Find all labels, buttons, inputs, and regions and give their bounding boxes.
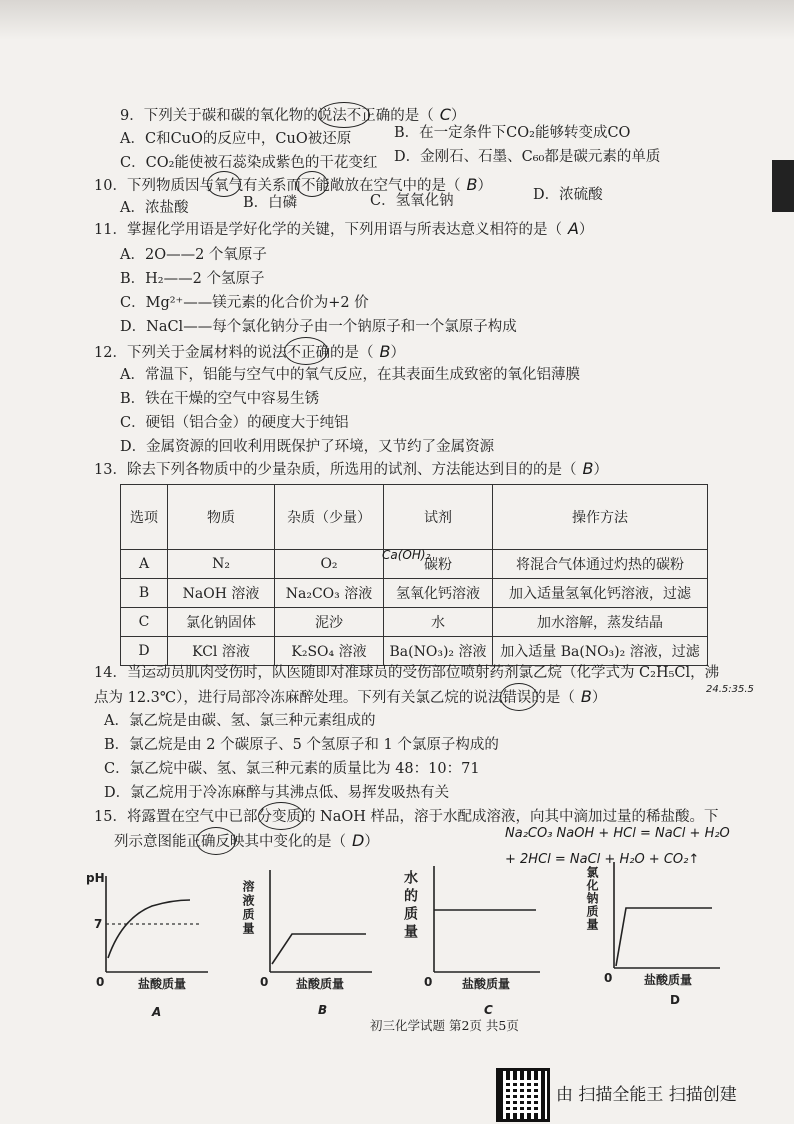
q14-option-a: A．氯乙烷是由碳、氢、氯三种元素组成的 xyxy=(104,713,376,729)
q15-handwritten-equation-1: Na₂CO₃ NaOH + HCl = NaCl + H₂O xyxy=(505,826,730,841)
q9-option-a: A．C和CuO的反应中，CuO被还原 xyxy=(120,131,352,147)
table-cell: 水 xyxy=(384,608,493,637)
q14-margin-note: 24.5:35.5 xyxy=(706,684,754,695)
table-row xyxy=(121,608,708,637)
q14-option-c: C．氯乙烷中碳、氢、氯三种元素的质量比为 48：10：71 xyxy=(104,761,480,777)
table-row xyxy=(121,579,708,608)
graph-a-ref-label: 7 xyxy=(94,917,103,931)
graph-a-xlabel: 盐酸质量 xyxy=(138,977,187,991)
q9-circle-mark xyxy=(318,102,370,128)
q10-circle-mark xyxy=(207,171,241,197)
q13-table xyxy=(120,484,708,666)
graph-b-tag: B xyxy=(318,1003,328,1017)
q12-answer: B xyxy=(379,342,391,361)
graph-a-curve xyxy=(108,900,190,958)
q11-option-b: B．H₂——2 个氢原子 xyxy=(120,271,265,287)
q11-option-a: A．2O——2 个氧原子 xyxy=(120,247,267,263)
graph-c-ylabel: 水的质量 xyxy=(402,870,418,942)
table-cell: K₂SO₄ 溶液 xyxy=(275,637,384,666)
q15-circle-mark xyxy=(258,802,304,830)
graph-b-origin: 0 xyxy=(260,975,269,989)
graph-d-xlabel: 盐酸质量 xyxy=(644,973,693,987)
q15-circle-mark-2 xyxy=(196,827,236,855)
table-cell: 加水溶解，蒸发结晶 xyxy=(493,608,708,637)
graph-c-xlabel: 盐酸质量 xyxy=(462,977,511,991)
graph-c xyxy=(404,852,544,1024)
q10-circle-mark-2 xyxy=(296,171,328,197)
table-header-row xyxy=(121,485,708,550)
table-cell: A xyxy=(121,550,168,579)
q14-circle-mark xyxy=(500,683,538,711)
q12-option-c: C．硬铝（铝合金）的硬度大于纯铝 xyxy=(120,415,349,431)
scanner-watermark: 由 扫描全能王 扫描创建 xyxy=(556,1085,737,1105)
q10-option-a: A．浓盐酸 xyxy=(120,200,189,216)
table-header: 物质 xyxy=(168,485,275,550)
q12-option-d: D．金属资源的回收利用既保护了环境，又节约了金属资源 xyxy=(120,439,495,455)
q11-stem: 11．掌握化学用语是学好化学的关键，下列用语与所表达意义相符的是（ A） xyxy=(94,219,594,238)
q15-answer: D xyxy=(352,831,365,850)
q10-option-d: D．浓硫酸 xyxy=(533,187,603,203)
q12-option-b: B．铁在干燥的空气中容易生锈 xyxy=(120,391,320,407)
table-cell: B xyxy=(121,579,168,608)
table-cell: 将混合气体通过灼热的碳粉 xyxy=(493,550,708,579)
q9-stem: 9．下列关于碳和碳的氧化物的说法不正确的是（ C） xyxy=(120,105,466,124)
table-cell: N₂ xyxy=(168,550,275,579)
table-cell: 氯化钠固体 xyxy=(168,608,275,637)
graph-a-ylabel: pH xyxy=(86,871,105,885)
q11-option-d: D．NaCl——每个氯化钠分子由一个钠原子和一个氯原子构成 xyxy=(120,319,517,335)
page-edge-mark xyxy=(772,160,794,212)
graph-a xyxy=(82,866,212,1024)
table-cell: 加入适量氢氧化钙溶液，过滤 xyxy=(493,579,708,608)
table-cell: 加入适量 Ba(NO₃)₂ 溶液，过滤 xyxy=(493,637,708,666)
q15-handwritten-equation-2: + 2HCl = NaCl + H₂O + CO₂↑ xyxy=(505,852,700,867)
table-cell: NaOH 溶液 xyxy=(168,579,275,608)
graph-d-tag: D xyxy=(670,993,680,1007)
table-header: 选项 xyxy=(121,485,168,550)
graph-d-origin: 0 xyxy=(604,971,613,985)
page-footer: 初三化学试题 第2页 共5页 xyxy=(370,1018,519,1033)
q11-option-c: C．Mg²⁺——镁元素的化合价为+2 价 xyxy=(120,295,369,311)
graph-a-tag: A xyxy=(152,1005,162,1019)
q14-option-d: D．氯乙烷用于冷冻麻醉与其沸点低、易挥发吸热有关 xyxy=(104,785,450,801)
table-cell: KCl 溶液 xyxy=(168,637,275,666)
q11-answer: A xyxy=(567,219,579,238)
table-cell: Ba(NO₃)₂ 溶液 xyxy=(384,637,493,666)
q12-stem: 12．下列关于金属材料的说法不正确的是（ B） xyxy=(94,342,405,361)
table-header: 操作方法 xyxy=(493,485,708,550)
q12-circle-mark xyxy=(284,337,328,365)
qr-code-icon xyxy=(496,1068,550,1122)
graph-b-ylabel: 溶液质量 xyxy=(241,880,255,936)
graph-d-curve xyxy=(616,908,712,966)
scan-shadow xyxy=(0,0,794,40)
q13-answer: B xyxy=(582,459,594,478)
q15-stem-line1: 15．将露置在空气中已部分变质的 NaOH 样品，溶于水配成溶液，向其中滴加过量的稀盐酸。下 xyxy=(94,809,719,825)
graph-c-origin: 0 xyxy=(424,975,433,989)
q14-option-b: B．氯乙烷是由 2 个碳原子、5 个氢原子和 1 个氯原子构成的 xyxy=(104,737,499,753)
q14-stem-line1: 14．当运动员肌肉受伤时，队医随即对准球员的受伤部位喷射药剂氯乙烷（化学式为 C₂H₅Cl，沸 xyxy=(94,665,720,681)
table-cell: Na₂CO₃ 溶液 xyxy=(275,579,384,608)
graph-b xyxy=(241,860,376,1024)
q10-stem: 10．下列物质因与氧气有关系而不能敞放在空气中的是（ B） xyxy=(94,175,492,194)
q13-stem: 13．除去下列各物质中的少量杂质，所选用的试剂、方法能达到目的的是（ B） xyxy=(94,459,608,478)
graph-b-xlabel: 盐酸质量 xyxy=(296,977,345,991)
graph-d-ylabel: 氯化钠质量 xyxy=(585,866,599,931)
q13-handwritten-note: Ca(OH)₂ xyxy=(382,548,431,562)
graph-c-tag: C xyxy=(484,1003,493,1017)
q14-answer: B xyxy=(580,687,592,706)
q15-stem-line2: 列示意图能正确反映其中变化的是（ D） xyxy=(114,831,379,850)
q12-option-a: A．常温下，铝能与空气中的氧气反应，在其表面生成致密的氧化铝薄膜 xyxy=(120,367,580,383)
table-cell: 碳粉 xyxy=(384,550,493,579)
table-cell: C xyxy=(121,608,168,637)
table-row xyxy=(121,637,708,666)
table-cell: 泥沙 xyxy=(275,608,384,637)
table-cell: 氢氧化钙溶液 xyxy=(384,579,493,608)
q10-answer: B xyxy=(466,175,478,194)
table-cell: D xyxy=(121,637,168,666)
table-header: 杂质（少量） xyxy=(275,485,384,550)
q9-answer: C xyxy=(439,105,451,124)
q9-option-c: C．CO₂能使被石蕊染成紫色的干花变红 xyxy=(120,155,378,171)
table-header: 试剂 xyxy=(384,485,493,550)
table-cell: O₂ xyxy=(275,550,384,579)
q10-option-b: B．白磷 xyxy=(243,195,298,211)
graph-d xyxy=(584,852,724,1016)
graph-b-curve xyxy=(272,934,366,964)
q10-option-c: C．氢氧化钠 xyxy=(370,193,454,209)
q9-option-b: B．在一定条件下CO₂能够转变成CO xyxy=(394,125,631,141)
q9-option-d: D．金刚石、石墨、C₆₀都是碳元素的单质 xyxy=(394,149,661,165)
graph-a-origin: 0 xyxy=(96,975,105,989)
q14-stem-line2: 点为 12.3℃），进行局部冷冻麻醉处理。下列有关氯乙烷的说法错误的是（ B） xyxy=(94,687,607,706)
